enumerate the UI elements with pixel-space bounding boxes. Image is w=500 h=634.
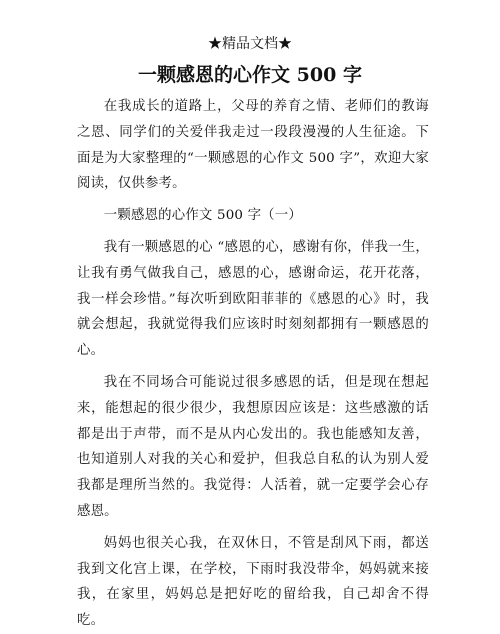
body-paragraph: 我在不同场合可能说过很多感恩的话，但是现在想起来，能想起的很少很少，我想原因应该是：这些感激的话都是出于声带，而不是从内心发出的。我也能感知友善，也知道别人对我的关心和爱护，但我总自私的认为别人爱我都是理所当然的。我觉得：人活着，就一定要学会心存感恩。 xyxy=(77,374,429,519)
section-heading: 一颗感恩的心作文 500 字（一） xyxy=(103,208,302,224)
intro-paragraph: 在我成长的道路上，父母的养育之情、老师们的教诲之恩、同学们的关爱伴我走过一段段漫漫的人生征途。下面是为大家整理的“一颗感恩的心作文 500 字”，欢迎大家阅读，仅供参考。 xyxy=(77,99,429,192)
document-title: 一颗感恩的心作文 500 字 xyxy=(138,64,362,86)
body-paragraph: 妈妈也很关心我，在双休日，不管是刮风下雨，都送我到文化宫上课，在学校，下雨时我没带伞，妈妈就来接我，在家里，妈妈总是把好吃的留给我，自己却舍不得吃。 xyxy=(77,535,429,629)
document-header-mark: ★精品文档★ xyxy=(208,36,292,52)
body-paragraph: 我有一颗感恩的心 “感恩的心，感谢有你，伴我一生，让我有勇气做我自己，感恩的心，感谢命运，花开花落，我一样会珍惜。”每次听到欧阳菲菲的《感恩的心》时，我就会想起，我就觉得我们应该时时刻刻都拥有一颗感恩的心。 xyxy=(77,239,429,359)
document-body xyxy=(77,94,429,634)
